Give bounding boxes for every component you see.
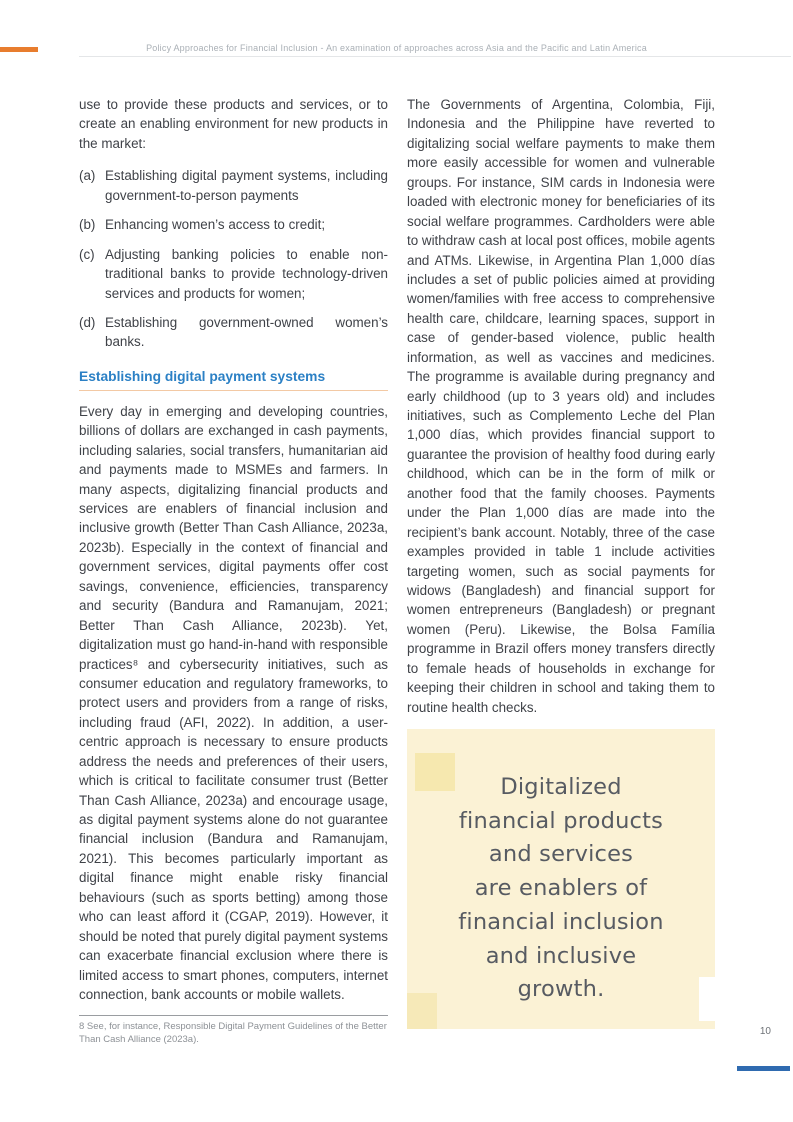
list-item [79, 313, 388, 352]
header-divider [79, 56, 791, 57]
left-column [79, 95, 388, 1047]
pull-quote-line: financial inclusion [458, 908, 664, 935]
pull-quote-line: Digitalized [500, 773, 622, 800]
list-marker: (d) [79, 314, 96, 330]
page-number: 10 [759, 1026, 771, 1037]
decorative-square-top [415, 753, 455, 791]
pull-quote-line: growth. [517, 976, 605, 1003]
list-item-text: Establishing government-owned women’s banks. [105, 314, 388, 350]
footnote: 8 See, for instance, Responsible Digital Payment Guidelines of the Better Than Cash Alliance (2023a). [79, 1015, 388, 1047]
two-column-layout [79, 95, 715, 1047]
list-item-text: Adjusting banking policies to enable non-traditional banks to provide technology-driven services and products for women; [105, 246, 388, 301]
list-marker: (a) [79, 168, 96, 184]
footer-accent-bar [737, 1066, 790, 1071]
alpha-list [79, 166, 388, 352]
list-marker: (c) [79, 246, 95, 262]
decorative-square-bottom [407, 993, 437, 1029]
list-item-text: Establishing digital payment systems, including government-to-person payments [105, 168, 388, 203]
list-marker: (b) [79, 217, 96, 233]
pull-quote-line: and services [488, 841, 634, 868]
running-header: Policy Approaches for Financial Inclusion - An examination of approaches across Asia and the Pacific and Latin America [146, 43, 647, 53]
list-item [79, 215, 388, 234]
section-heading: Establishing digital payment systems [79, 369, 388, 391]
list-item [79, 166, 388, 205]
pull-quote-line: are enablers of [474, 875, 648, 902]
pull-quote-line: financial products [458, 807, 664, 834]
right-body-paragraph: The Governments of Argentina, Colombia, Fiji, Indonesia and the Philippine have reverted to digitalizing social welfare payments to make them more easily accessible for women and vulnerable groups. For instance, SIM cards in Indonesia were loaded with electronic money for beneficiaries of its social welfare programmes. Cardholders were able to withdraw cash at local post offices, mobile agents and ATMs. Likewise, in Argentina Plan 1,000 días includes a set of public policies aimed at providing women/families with free access to comprehensive health care, childcare, learning spaces, support in case of gender-based violence, public health information, as well as vaccines and medicines. The programme is available during pregnancy and early childhood (up to 3 years old) and includes initiatives, such as Complemento Leche del Plan 1,000 días, which provides financial support to guarantee the provision of healthy food during early childhood, which can be in the form of milk or another food that the family chooses. Payments under the Plan 1,000 días are made into the recipient’s bank account. Notably, three of the case examples provided in table 1 include activities targeting women, such as social payments for widows (Bangladesh) and financial support for women entrepreneurs (Bangladesh) or pregnant women (Peru). Likewise, the Bolsa Família programme in Brazil offers money transfers directly to female heads of households in exchange for keeping their children in school and taking them to routine health checks. [407, 97, 715, 715]
decorative-square-right [699, 977, 731, 1021]
pull-quote-box [407, 729, 715, 1029]
left-body-paragraph: Every day in emerging and developing countries, billions of dollars are exchanged in cash payments, including salaries, social transfers, humanitarian aid and payments made to MSMEs and farmers. In many aspects, digitalizing financial products and services are enablers of financial inclusion and inclusive growth (Better Than Cash Alliance, 2023a, 2023b). Especially in the context of financial and government services, digital payments offer cost savings, convenience, efficiencies, transparency and security (Bandura and Ramanujam, 2021; Better Than Cash Alliance, 2023b). Yet, digitalization must go hand-in-hand with responsible practices⁸ and cybersecurity initiatives, such as consumer education and regulatory frameworks, to protect users and providers from a range of risks, including fraud (AFI, 2022). In addition, a user-centric approach is necessary to ensure products address the needs and preferences of their users, which is critical to facilitate consumer trust (Better Than Cash Alliance, 2023a) and encourage usage, as digital payment systems alone do not guarantee financial inclusion (Bandura and Ramanujam, 2021). This becomes particularly important as digital finance might enable risky financial behaviours (such as sports betting) among those who can least afford it (CGAP, 2019). However, it should be noted that purely digital payment systems can exacerbate financial exclusion where there is limited access to smart phones, computers, internet connection, bank accounts or mobile wallets. [79, 403, 388, 1002]
right-column [407, 95, 715, 1047]
pull-quote-line: and inclusive [485, 942, 637, 969]
intro-paragraph: use to provide these products and services, or to create an enabling environment for new products in the market: [79, 97, 388, 151]
list-item [79, 245, 388, 303]
list-item-text: Enhancing women’s access to credit; [105, 217, 326, 233]
